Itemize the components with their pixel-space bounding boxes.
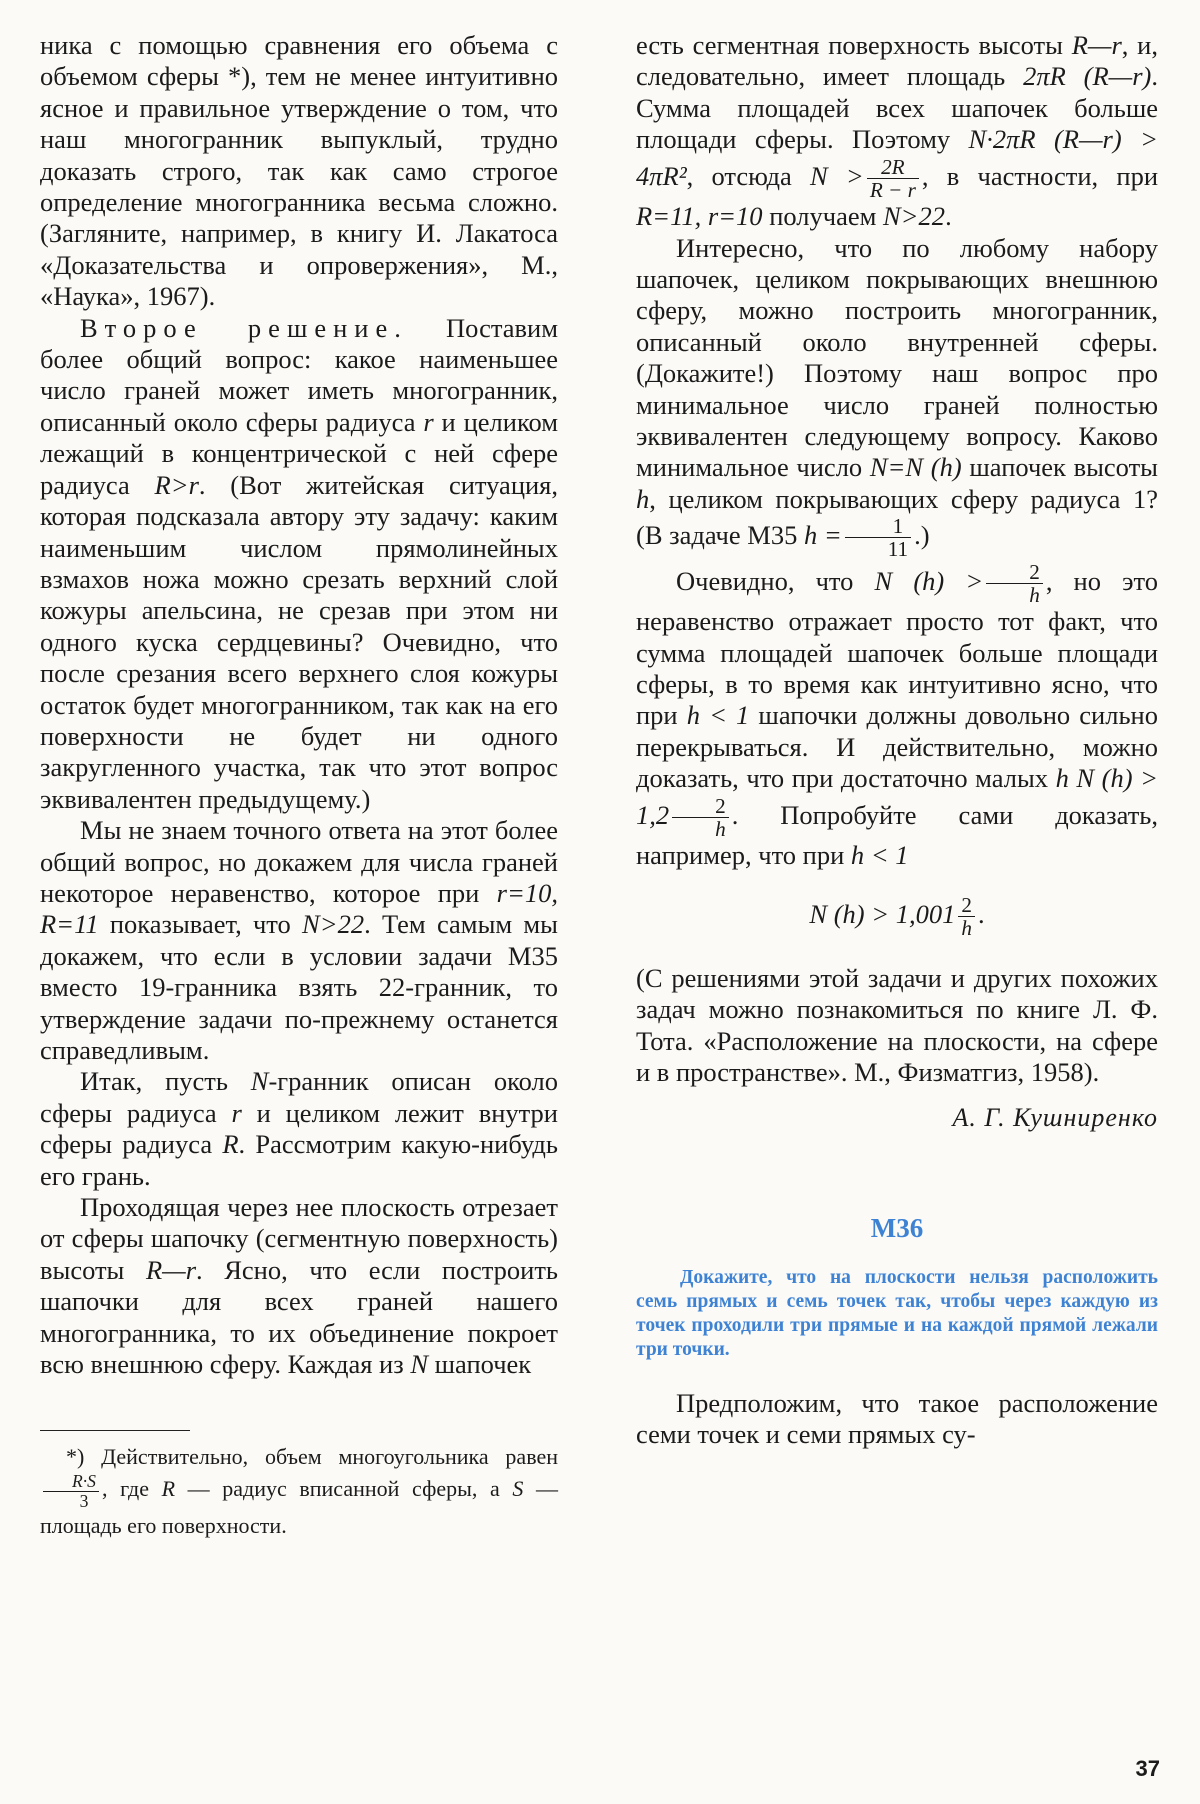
- equation-fraction: $\frac{2}{h}$: [958, 894, 975, 940]
- fraction-2-h-b: $\frac{2}{h}$: [672, 795, 729, 841]
- paragraph-r5: Предположим, что такое расположение семи точек и семи прямых су-: [636, 1387, 1158, 1450]
- problem-statement: Докажите, что на плоскости нельзя расположить семь прямых и семь точек так, чтобы через каждую из точек проходили три прямые и на каждой прямой лежали три точки.: [636, 1266, 1158, 1360]
- page-number: 37: [1135, 1756, 1160, 1781]
- paragraph-r4: (С решениями этой задачи и других похожих задач можно познакомиться по книге Л. Ф. Тота. «Расположение на плоскости, на сфере и в пространстве». М., Физматгиз, 1958).: [636, 963, 1158, 1088]
- fraction-1-11: $\frac{1}{11}$: [845, 515, 911, 561]
- footnote-rule: [40, 1430, 190, 1431]
- left-column: [40, 30, 558, 1541]
- footnote: *) Действительно, объем многоугольника равен $\frac{R\cdot S}{3}$ , где R — радиус вписанной сферы, а S — площадь его поверхности.: [40, 1444, 559, 1539]
- fraction-2R: $\frac{2R}{R - r}$: [867, 156, 919, 202]
- paragraph-r3: Очевидно, что N (h) > $\frac{2}{h}$ , но это неравенство отражает просто тот факт, что сумма площадей шапочек больше площади сферы, в то время как интуитивно ясно, что при h < 1 шапочки должны довольно сильно перекрываться. И действительно, можно доказать, что при достаточно малых h N (h) > 1,2 $\frac{2}{h}$ . Попробуйте сами доказать, например, что при h < 1: [636, 559, 1158, 871]
- fraction-2-h: $\frac{2}{h}$: [986, 561, 1043, 607]
- footnote-fraction: $\frac{R\cdot S}{3}$: [43, 1472, 99, 1510]
- display-equation: N (h) > 1,001 $\frac{2}{h}$ .: [809, 892, 985, 940]
- author-signature: А. Г. Кушниренко: [952, 1102, 1158, 1132]
- problem-title: М36: [870, 1212, 924, 1243]
- paragraph-4: Итак, пусть N-гранник описан около сферы радиуса r и целиком лежит внутри сферы радиуса R. Рассмотрим какую-нибудь его грань.: [40, 1066, 558, 1191]
- paragraph-1: ника с помощью сравнения его объема с объемом сферы *), тем не менее интуитивно ясное и правильное утверждение о том, что наш многогранник выпуклый, трудно доказать строго, так как само строгое определение многогранника весьма сложно. (Загляните, например, в книгу И. Лакатоса «Доказательства и опровержения», М., «Наука», 1967).: [40, 30, 558, 312]
- paragraph-3: Мы не знаем точного ответа на этот более общий вопрос, но докажем для числа граней некоторое неравенство, которое при r=10, R=11 показывает, что N>22. Тем самым мы докажем, что если в условии задачи М35 вместо 19-гранника взять 22-гранник, то утверждение задачи по-прежнему останется справедливым.: [40, 815, 558, 1065]
- paragraph-r2: Интересно, что по любому набору шапочек, целиком покрывающих внешнюю сферу, можно построить многогранник, описанный около внутренней сферы. (Докажите!) Поэтому наш вопрос про минимальное число граней полностью эквивалентен следующему вопросу. Каково минимальное число N=N (h) шапочек высоты h, целиком покрывающих сферу радиуса 1? (В задаче М35 h = $\frac{1}{11}$ .): [636, 232, 1158, 562]
- paragraph-r1: есть сегментная поверхность высоты R—r, и, следовательно, имеет площадь 2πR (R—r). Сумма площадей всех шапочек больше площади сферы. Поэтому N·2πR (R—r) > 4πR², отсюда N > $\frac{2R}{R - r}$ , в частности, при R=11, r=10 получаем N>22.: [636, 30, 1159, 232]
- paragraph-5: Проходящая через нее плоскость отрезает от сферы шапочку (сегментную поверхность) высоты R—r. Ясно, что если построить шапочки для всех граней нашего многогранника, то их объединение покроет всю внешнюю сферу. Каждая из N шапочек: [40, 1192, 558, 1380]
- paragraph-2: Второе решение. Поставим более общий вопрос: какое наименьшее число граней может иметь многогранник, описанный около сферы радиуса r и целиком лежащий в концентрической с ней сфере радиуса R>r. (Вот житейская ситуация, которая подсказала автору эту задачу: каким наименьшим числом прямолинейных взмахов ножа можно срезать верхний слой кожуры апельсина, не срезав при этом ни одного куска сердцевины? Очевидно, что после срезания всего верхнего слоя кожуры остаток будет многогранником, так как на его поверхности не будет ни одного закругленного участка, так что этот вопрос эквивалентен предыдущему.): [40, 312, 559, 814]
- second-solution-heading: Второе решение.: [80, 312, 408, 343]
- right-column: [636, 30, 1158, 1450]
